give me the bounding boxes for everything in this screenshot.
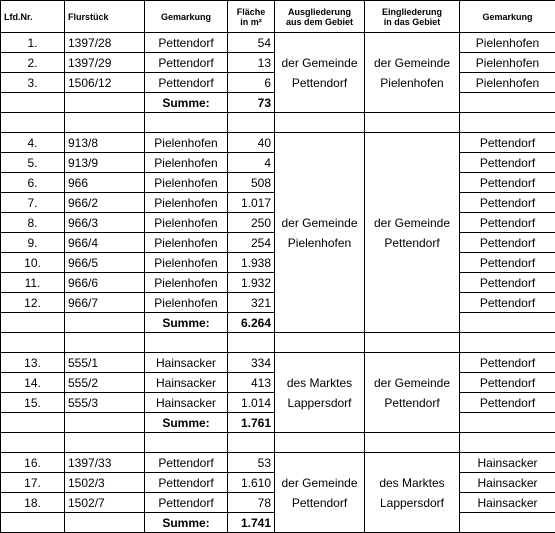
empty-cell [365,333,460,353]
gemarkung-cell: Pettendorf [145,53,228,73]
empty-cell [145,113,228,133]
gemarkung-cell: Pettendorf [145,33,228,53]
empty-cell [145,333,228,353]
flurstueck-cell: 966/5 [65,253,145,273]
gemarkung-ziel-cell: Pettendorf [460,373,555,393]
gemarkung-cell: Pettendorf [145,73,228,93]
empty-cell [228,333,275,353]
flurstueck-cell: 555/2 [65,373,145,393]
flaeche-cell: 334 [228,353,275,373]
flaeche-cell: 413 [228,373,275,393]
flaeche-cell: 1.938 [228,253,275,273]
flaeche-cell: 254 [228,233,275,253]
gemarkung-ziel-cell: Pielenhofen [460,73,555,93]
gemarkung-cell: Pielenhofen [145,153,228,173]
gemarkung-cell: Pettendorf [145,473,228,493]
sum-value: 73 [228,93,275,113]
empty-cell [65,93,145,113]
gemarkung-cell: Pettendorf [145,493,228,513]
lfd-nr-cell: 13. [1,353,65,373]
eingliederung-cell: der Gemeinde Pielenhofen [365,33,460,113]
eingliederung-cell: des Marktes Lappersdorf [365,453,460,533]
lfd-nr-cell: 2. [1,53,65,73]
lfd-nr-cell: 18. [1,493,65,513]
header-eingliederung [365,1,460,33]
lfd-nr-cell: 4. [1,133,65,153]
gemarkung-ziel-cell: Pielenhofen [460,53,555,73]
gemarkung-ziel-cell: Pettendorf [460,213,555,233]
header-aus-line2: aus dem Gebiet [286,17,353,27]
empty-cell [460,313,555,333]
gemarkung-ziel-cell: Pettendorf [460,153,555,173]
sum-label: Summe: [145,93,228,113]
empty-cell [1,513,65,533]
sum-label: Summe: [145,513,228,533]
empty-cell [275,333,365,353]
gemarkung-ziel-cell: Pettendorf [460,193,555,213]
gemarkung-cell: Pielenhofen [145,293,228,313]
flurstueck-cell: 966/7 [65,293,145,313]
header-flaeche [228,1,275,33]
empty-cell [460,433,555,453]
flaeche-cell: 1.017 [228,193,275,213]
empty-cell [65,313,145,333]
gemarkung-ziel-cell: Pettendorf [460,233,555,253]
header-lfd: Lfd.Nr. [1,1,65,33]
empty-cell [65,413,145,433]
gemarkung-cell: Pielenhofen [145,233,228,253]
empty-cell [460,333,555,353]
flaeche-cell: 6 [228,73,275,93]
lfd-nr-cell: 6. [1,173,65,193]
spacer-row [1,113,555,133]
ausgliederung-cell: der Gemeinde Pielenhofen [275,133,365,333]
flurstueck-cell: 913/9 [65,153,145,173]
table-row [1,453,555,473]
sum-label: Summe: [145,413,228,433]
empty-cell [365,433,460,453]
empty-cell [1,433,65,453]
sum-value: 1.741 [228,513,275,533]
flaeche-cell: 508 [228,173,275,193]
lfd-nr-cell: 11. [1,273,65,293]
ausgliederung-cell: des Marktes Lappersdorf [275,353,365,433]
gemarkung-ziel-cell: Pettendorf [460,173,555,193]
empty-cell [460,413,555,433]
gemarkung-cell: Pielenhofen [145,213,228,233]
lfd-nr-cell: 3. [1,73,65,93]
lfd-nr-cell: 16. [1,453,65,473]
gemarkung-ziel-cell: Pettendorf [460,393,555,413]
spacer-row [1,433,555,453]
empty-cell [228,433,275,453]
ausgliederung-cell: der Gemeinde Pettendorf [275,33,365,113]
flurstueck-cell: 966/2 [65,193,145,213]
flaeche-cell: 13 [228,53,275,73]
flurstueck-cell: 1502/7 [65,493,145,513]
empty-cell [228,113,275,133]
gemarkung-ziel-cell: Pettendorf [460,293,555,313]
flurstueck-cell: 1506/12 [65,73,145,93]
empty-cell [365,113,460,133]
gemarkung-cell: Hainsacker [145,353,228,373]
gemarkung-cell: Hainsacker [145,373,228,393]
lfd-nr-cell: 14. [1,373,65,393]
lfd-nr-cell: 8. [1,213,65,233]
header-flaeche-line2: in m² [240,17,262,27]
gemarkung-ziel-cell: Pettendorf [460,133,555,153]
lfd-nr-cell: 9. [1,233,65,253]
gemarkung-ziel-cell: Hainsacker [460,453,555,473]
flaeche-cell: 53 [228,453,275,473]
header-ein-line2: in das Gebiet [384,17,441,27]
gemarkung-cell: Pielenhofen [145,173,228,193]
flaeche-cell: 40 [228,133,275,153]
flurstueck-cell: 1397/33 [65,453,145,473]
empty-cell [275,113,365,133]
header-ausgliederung [275,1,365,33]
flaeche-cell: 250 [228,213,275,233]
flurstueck-cell: 966/4 [65,233,145,253]
empty-cell [1,333,65,353]
empty-cell [460,113,555,133]
gemarkung-cell: Pielenhofen [145,133,228,153]
empty-cell [145,433,228,453]
gemarkung-cell: Pielenhofen [145,273,228,293]
flaeche-cell: 1.610 [228,473,275,493]
flurstueck-cell: 966/3 [65,213,145,233]
empty-cell [460,93,555,113]
flaeche-cell: 1.014 [228,393,275,413]
empty-cell [1,413,65,433]
eingliederung-cell: der Gemeinde Pettendorf [365,133,460,333]
sum-value: 1.761 [228,413,275,433]
flurstueck-cell: 1397/28 [65,33,145,53]
lfd-nr-cell: 10. [1,253,65,273]
sum-label: Summe: [145,313,228,333]
header-aus-line1: Ausgliederung [288,7,351,17]
flaeche-cell: 321 [228,293,275,313]
gemarkung-ziel-cell: Pettendorf [460,353,555,373]
header-gemarkung: Gemarkung [145,1,228,33]
empty-cell [1,113,65,133]
empty-cell [65,513,145,533]
lfd-nr-cell: 7. [1,193,65,213]
header-gemarkung-ziel: Gemarkung [460,1,555,33]
ausgliederung-cell: der Gemeinde Pettendorf [275,453,365,533]
lfd-nr-cell: 12. [1,293,65,313]
gemarkung-cell: Pettendorf [145,453,228,473]
flaeche-cell: 78 [228,493,275,513]
lfd-nr-cell: 1. [1,33,65,53]
table-row [1,353,555,373]
header-flurstueck: Flurstück [65,1,145,33]
lfd-nr-cell: 17. [1,473,65,493]
table-row [1,133,555,153]
sum-value: 6.264 [228,313,275,333]
gemarkung-ziel-cell: Pielenhofen [460,33,555,53]
gemarkung-ziel-cell: Hainsacker [460,473,555,493]
flurstueck-cell: 966 [65,173,145,193]
flurstueck-cell: 555/3 [65,393,145,413]
spacer-row [1,333,555,353]
table-row [1,33,555,53]
header-flaeche-line1: Fläche [237,7,266,17]
empty-cell [65,113,145,133]
eingliederung-cell: der Gemeinde Pettendorf [365,353,460,433]
gemarkung-ziel-cell: Pettendorf [460,273,555,293]
gemarkung-cell: Hainsacker [145,393,228,413]
empty-cell [1,313,65,333]
flurstueck-cell: 1397/29 [65,53,145,73]
lfd-nr-cell: 5. [1,153,65,173]
empty-cell [65,333,145,353]
empty-cell [275,433,365,453]
lfd-nr-cell: 15. [1,393,65,413]
flurstueck-cell: 555/1 [65,353,145,373]
header-ein-line1: Eingliederung [382,7,442,17]
flurstueck-cell: 966/6 [65,273,145,293]
flaeche-cell: 54 [228,33,275,53]
header-row [1,1,555,33]
empty-cell [65,433,145,453]
flurstueck-cell: 913/8 [65,133,145,153]
flaeche-cell: 4 [228,153,275,173]
empty-cell [460,513,555,533]
flurstueck-cell: 1502/3 [65,473,145,493]
gemarkung-ziel-cell: Hainsacker [460,493,555,513]
gemarkung-cell: Pielenhofen [145,193,228,213]
gemarkung-ziel-cell: Pettendorf [460,253,555,273]
empty-cell [1,93,65,113]
flaeche-cell: 1.932 [228,273,275,293]
gemarkung-cell: Pielenhofen [145,253,228,273]
